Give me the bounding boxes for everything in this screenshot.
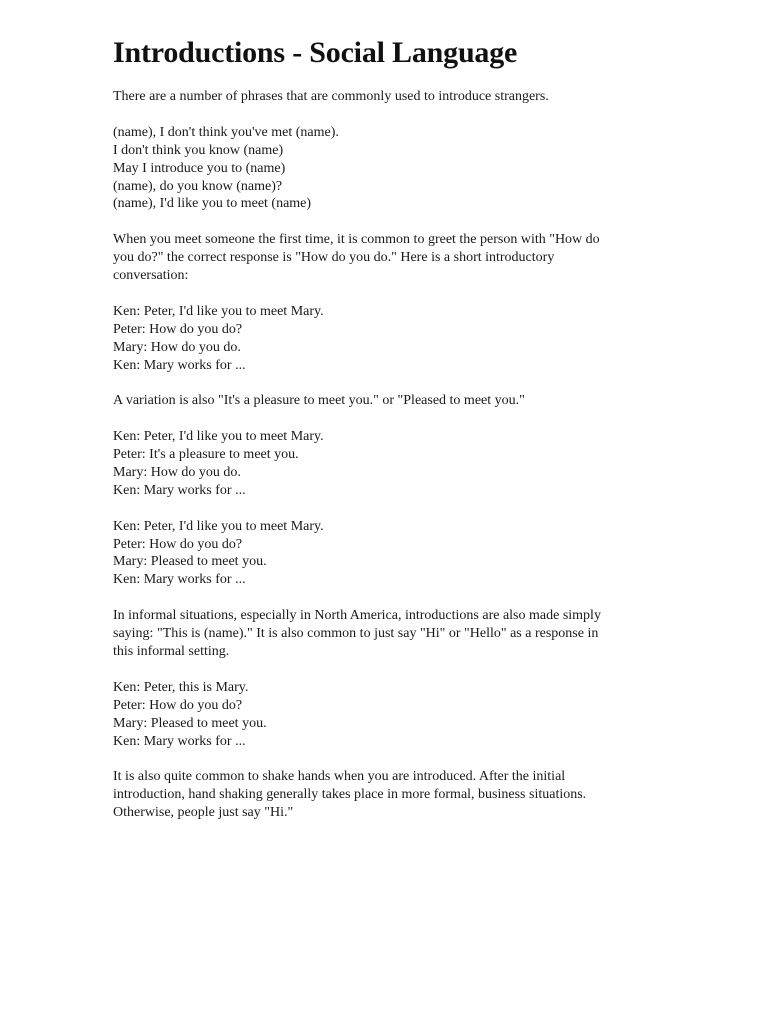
dialogue-line: Peter: How do you do? bbox=[113, 321, 243, 337]
dialogue-line: Peter: How do you do? bbox=[113, 536, 243, 552]
dialogue-line: Mary: Pleased to meet you. bbox=[113, 715, 267, 731]
dialogue-line: Ken: Mary works for ... bbox=[113, 482, 246, 498]
phrase-item: I don't think you know (name) bbox=[113, 142, 284, 158]
handshake-paragraph bbox=[113, 768, 653, 822]
spacer bbox=[113, 750, 653, 768]
spacer bbox=[113, 410, 653, 428]
dialogue-line: Mary: How do you do. bbox=[113, 339, 241, 355]
paragraph-line: conversation: bbox=[113, 268, 189, 284]
spacer bbox=[113, 213, 653, 231]
dialogue-2 bbox=[113, 428, 653, 500]
phrase-item: (name), do you know (name)? bbox=[113, 178, 283, 194]
spacer bbox=[113, 500, 653, 518]
dialogue-line: Ken: Mary works for ... bbox=[113, 733, 246, 749]
paragraph-line: Otherwise, people just say "Hi." bbox=[113, 805, 294, 821]
dialogue-line: Ken: Mary works for ... bbox=[113, 357, 246, 373]
dialogue-line: Mary: How do you do. bbox=[113, 464, 241, 480]
dialogue-line: Mary: Pleased to meet you. bbox=[113, 554, 267, 570]
phrase-item: (name), I don't think you've met (name). bbox=[113, 124, 339, 140]
dialogue-line: Ken: Peter, this is Mary. bbox=[113, 679, 249, 695]
spacer bbox=[113, 589, 653, 607]
paragraph-line: you do?" the correct response is "How do you do." Here is a short introductory bbox=[113, 250, 555, 266]
phrase-list bbox=[113, 124, 653, 214]
paragraph-line: saying: "This is (name)." It is also common to just say "Hi" or "Hello" as a response in bbox=[113, 626, 599, 642]
phrase-item: (name), I'd like you to meet (name) bbox=[113, 196, 312, 212]
dialogue-line: Peter: It's a pleasure to meet you. bbox=[113, 447, 299, 463]
spacer bbox=[113, 374, 653, 392]
paragraph-line: this informal setting. bbox=[113, 643, 230, 659]
dialogue-3 bbox=[113, 518, 653, 590]
document-page bbox=[113, 34, 653, 822]
paragraph-line: In informal situations, especially in North America, introductions are also made simply bbox=[113, 608, 601, 624]
paragraph-line: It is also quite common to shake hands when you are introduced. After the initial bbox=[113, 769, 566, 785]
informal-paragraph bbox=[113, 607, 653, 661]
intro-paragraph: There are a number of phrases that are commonly used to introduce strangers. bbox=[113, 89, 549, 104]
spacer bbox=[113, 72, 653, 88]
paragraph-line: When you meet someone the first time, it is common to greet the person with "How do bbox=[113, 232, 600, 248]
spacer bbox=[113, 661, 653, 679]
dialogue-line: Ken: Mary works for ... bbox=[113, 572, 246, 588]
dialogue-line: Ken: Peter, I'd like you to meet Mary. bbox=[113, 303, 324, 319]
spacer bbox=[113, 106, 653, 124]
dialogue-line: Ken: Peter, I'd like you to meet Mary. bbox=[113, 429, 324, 445]
paragraph-line: introduction, hand shaking generally takes place in more formal, business situations. bbox=[113, 787, 587, 803]
variation-paragraph: A variation is also "It's a pleasure to meet you." or "Pleased to meet you." bbox=[113, 393, 525, 409]
dialogue-line: Peter: How do you do? bbox=[113, 697, 243, 713]
dialogue-4 bbox=[113, 679, 653, 751]
page-title: Introductions - Social Language bbox=[113, 36, 518, 69]
spacer bbox=[113, 285, 653, 303]
dialogue-1 bbox=[113, 303, 653, 375]
first-time-paragraph bbox=[113, 231, 653, 285]
dialogue-line: Ken: Peter, I'd like you to meet Mary. bbox=[113, 518, 324, 534]
phrase-item: May I introduce you to (name) bbox=[113, 160, 286, 176]
